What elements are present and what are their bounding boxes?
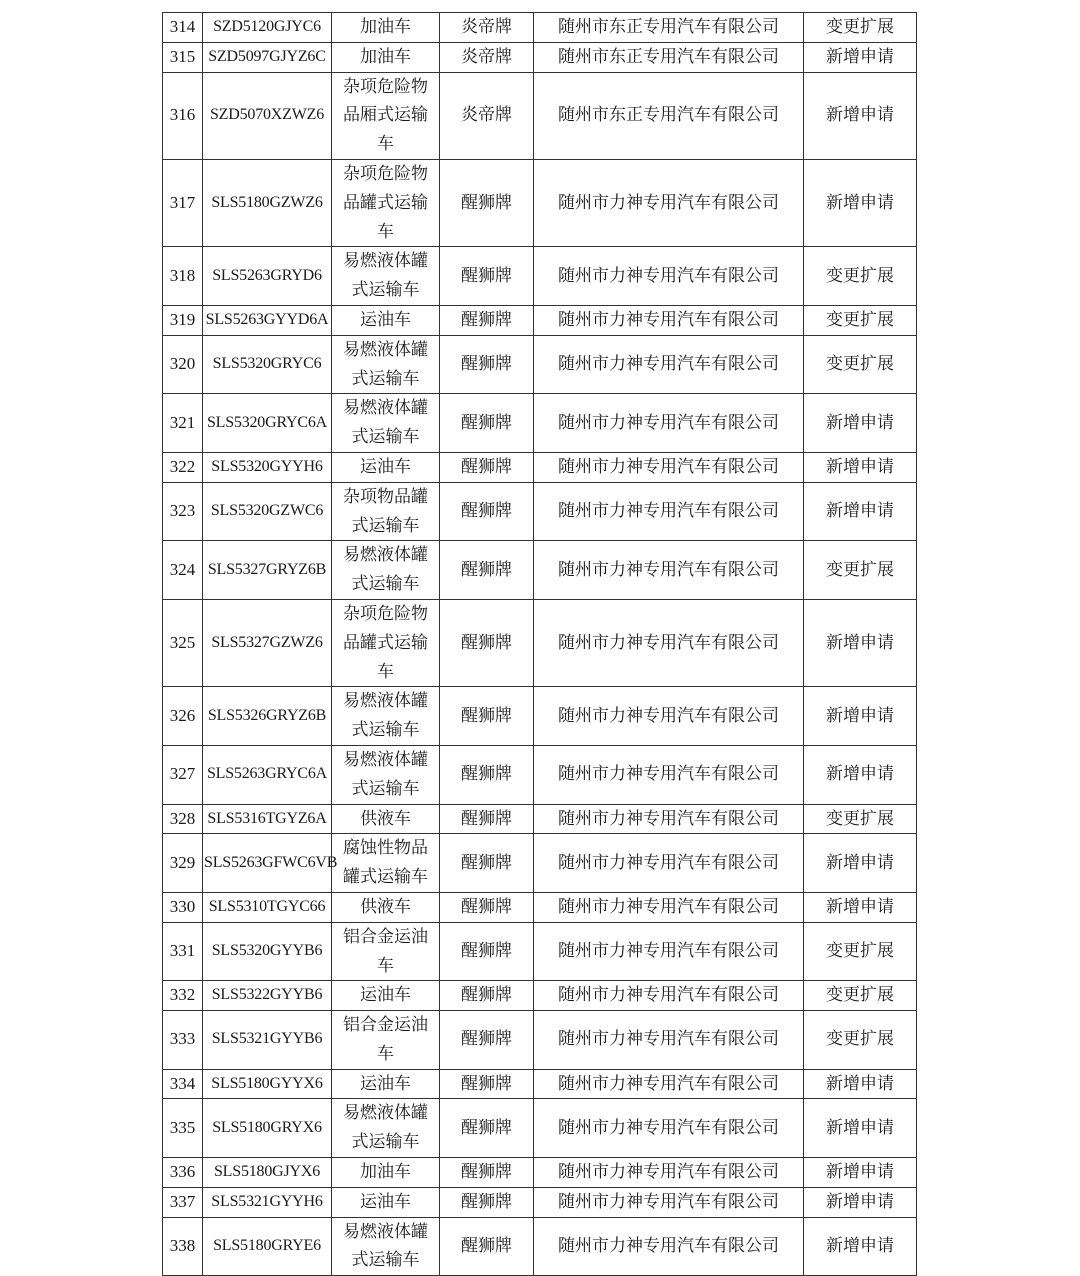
table-row: [163, 1158, 917, 1188]
row-number: 317: [163, 159, 203, 246]
manufacturer: 随州市力神专用汽车有限公司: [534, 1158, 804, 1188]
vehicle-name: 运油车: [332, 1187, 440, 1217]
row-number: 332: [163, 981, 203, 1011]
vehicle-name: 运油车: [332, 305, 440, 335]
brand-name: 醒狮牌: [440, 1158, 534, 1188]
row-number: 318: [163, 247, 203, 306]
vehicle-model: SLS5310TGYC66: [203, 892, 332, 922]
vehicle-model: SLS5321GYYB6: [203, 1011, 332, 1070]
brand-name: 醒狮牌: [440, 1217, 534, 1276]
brand-name: 醒狮牌: [440, 804, 534, 834]
brand-name: 醒狮牌: [440, 892, 534, 922]
brand-name: 醒狮牌: [440, 922, 534, 981]
row-number: 335: [163, 1099, 203, 1158]
vehicle-name: 易燃液体罐式运输车: [332, 1099, 440, 1158]
vehicle-name: 易燃液体罐式运输车: [332, 394, 440, 453]
manufacturer: 随州市力神专用汽车有限公司: [534, 335, 804, 394]
table-row: [163, 804, 917, 834]
vehicle-model: SZD5120GJYC6: [203, 13, 332, 43]
application-type: 新增申请: [804, 72, 917, 159]
table-row: [163, 922, 917, 981]
application-type: 新增申请: [804, 1158, 917, 1188]
application-type: 变更扩展: [804, 13, 917, 43]
manufacturer: 随州市力神专用汽车有限公司: [534, 159, 804, 246]
vehicle-name: 杂项危险物品厢式运输车: [332, 72, 440, 159]
application-type: 新增申请: [804, 482, 917, 541]
vehicle-name: 铝合金运油车: [332, 1011, 440, 1070]
manufacturer: 随州市东正专用汽车有限公司: [534, 72, 804, 159]
table-row: [163, 394, 917, 453]
row-number: 319: [163, 305, 203, 335]
vehicle-model: SLS5316TGYZ6A: [203, 804, 332, 834]
manufacturer: 随州市东正专用汽车有限公司: [534, 13, 804, 43]
table-row: [163, 452, 917, 482]
manufacturer: 随州市力神专用汽车有限公司: [534, 1069, 804, 1099]
vehicle-model: SLS5320GYYB6: [203, 922, 332, 981]
brand-name: 醒狮牌: [440, 1099, 534, 1158]
row-number: 321: [163, 394, 203, 453]
application-type: 新增申请: [804, 452, 917, 482]
vehicle-catalog-table: [162, 12, 917, 1276]
application-type: 新增申请: [804, 834, 917, 893]
table-row: [163, 42, 917, 72]
table-row: [163, 892, 917, 922]
vehicle-model: SLS5321GYYH6: [203, 1187, 332, 1217]
manufacturer: 随州市力神专用汽车有限公司: [534, 599, 804, 686]
application-type: 变更扩展: [804, 247, 917, 306]
vehicle-name: 腐蚀性物品罐式运输车: [332, 834, 440, 893]
vehicle-model: SZD5097GJYZ6C: [203, 42, 332, 72]
brand-name: 醒狮牌: [440, 745, 534, 804]
manufacturer: 随州市力神专用汽车有限公司: [534, 541, 804, 600]
application-type: 新增申请: [804, 394, 917, 453]
table-row: [163, 981, 917, 1011]
vehicle-model: SZD5070XZWZ6: [203, 72, 332, 159]
vehicle-name: 运油车: [332, 981, 440, 1011]
table-row: [163, 335, 917, 394]
vehicle-name: 运油车: [332, 452, 440, 482]
vehicle-name: 易燃液体罐式运输车: [332, 1217, 440, 1276]
vehicle-name: 运油车: [332, 1069, 440, 1099]
brand-name: 醒狮牌: [440, 599, 534, 686]
vehicle-model: SLS5263GRYD6: [203, 247, 332, 306]
vehicle-model: SLS5180GZWZ6: [203, 159, 332, 246]
table-row: [163, 1099, 917, 1158]
row-number: 326: [163, 687, 203, 746]
vehicle-name: 加油车: [332, 42, 440, 72]
manufacturer: 随州市力神专用汽车有限公司: [534, 482, 804, 541]
brand-name: 醒狮牌: [440, 482, 534, 541]
application-type: 变更扩展: [804, 1011, 917, 1070]
brand-name: 醒狮牌: [440, 1011, 534, 1070]
vehicle-name: 加油车: [332, 13, 440, 43]
row-number: 325: [163, 599, 203, 686]
application-type: 新增申请: [804, 159, 917, 246]
application-type: 新增申请: [804, 42, 917, 72]
vehicle-name: 供液车: [332, 892, 440, 922]
vehicle-model: SLS5320GYYH6: [203, 452, 332, 482]
table-row: [163, 1011, 917, 1070]
manufacturer: 随州市力神专用汽车有限公司: [534, 305, 804, 335]
vehicle-model: SLS5327GRYZ6B: [203, 541, 332, 600]
brand-name: 醒狮牌: [440, 335, 534, 394]
table-row: [163, 482, 917, 541]
vehicle-model: SLS5263GRYC6A: [203, 745, 332, 804]
brand-name: 醒狮牌: [440, 394, 534, 453]
brand-name: 醒狮牌: [440, 247, 534, 306]
table-row: [163, 541, 917, 600]
table-row: [163, 687, 917, 746]
vehicle-name: 杂项危险物品罐式运输车: [332, 159, 440, 246]
vehicle-model: SLS5180GRYX6: [203, 1099, 332, 1158]
vehicle-model: SLS5320GZWC6: [203, 482, 332, 541]
row-number: 322: [163, 452, 203, 482]
vehicle-model: SLS5320GRYC6A: [203, 394, 332, 453]
vehicle-name: 易燃液体罐式运输车: [332, 687, 440, 746]
manufacturer: 随州市力神专用汽车有限公司: [534, 1217, 804, 1276]
vehicle-name: 易燃液体罐式运输车: [332, 541, 440, 600]
manufacturer: 随州市力神专用汽车有限公司: [534, 834, 804, 893]
application-type: 变更扩展: [804, 305, 917, 335]
row-number: 315: [163, 42, 203, 72]
vehicle-model: SLS5327GZWZ6: [203, 599, 332, 686]
vehicle-name: 易燃液体罐式运输车: [332, 247, 440, 306]
manufacturer: 随州市力神专用汽车有限公司: [534, 247, 804, 306]
manufacturer: 随州市力神专用汽车有限公司: [534, 745, 804, 804]
application-type: 新增申请: [804, 687, 917, 746]
brand-name: 醒狮牌: [440, 1069, 534, 1099]
application-type: 新增申请: [804, 1217, 917, 1276]
application-type: 变更扩展: [804, 804, 917, 834]
vehicle-model: SLS5326GRYZ6B: [203, 687, 332, 746]
table-row: [163, 834, 917, 893]
vehicle-model: SLS5320GRYC6: [203, 335, 332, 394]
row-number: 329: [163, 834, 203, 893]
brand-name: 炎帝牌: [440, 72, 534, 159]
table-row: [163, 13, 917, 43]
vehicle-name: 杂项危险物品罐式运输车: [332, 599, 440, 686]
brand-name: 炎帝牌: [440, 42, 534, 72]
brand-name: 醒狮牌: [440, 981, 534, 1011]
manufacturer: 随州市力神专用汽车有限公司: [534, 981, 804, 1011]
vehicle-name: 易燃液体罐式运输车: [332, 335, 440, 394]
vehicle-name: 铝合金运油车: [332, 922, 440, 981]
brand-name: 醒狮牌: [440, 541, 534, 600]
manufacturer: 随州市力神专用汽车有限公司: [534, 922, 804, 981]
manufacturer: 随州市力神专用汽车有限公司: [534, 1187, 804, 1217]
row-number: 337: [163, 1187, 203, 1217]
application-type: 变更扩展: [804, 922, 917, 981]
table-row: [163, 247, 917, 306]
row-number: 338: [163, 1217, 203, 1276]
table-row: [163, 305, 917, 335]
row-number: 333: [163, 1011, 203, 1070]
table-row: [163, 72, 917, 159]
brand-name: 炎帝牌: [440, 13, 534, 43]
application-type: 变更扩展: [804, 335, 917, 394]
application-type: 变更扩展: [804, 981, 917, 1011]
table-row: [163, 159, 917, 246]
vehicle-name: 加油车: [332, 1158, 440, 1188]
table-row: [163, 599, 917, 686]
brand-name: 醒狮牌: [440, 687, 534, 746]
brand-name: 醒狮牌: [440, 159, 534, 246]
manufacturer: 随州市力神专用汽车有限公司: [534, 1011, 804, 1070]
vehicle-model: SLS5180GJYX6: [203, 1158, 332, 1188]
application-type: 新增申请: [804, 1099, 917, 1158]
row-number: 330: [163, 892, 203, 922]
row-number: 327: [163, 745, 203, 804]
row-number: 334: [163, 1069, 203, 1099]
row-number: 336: [163, 1158, 203, 1188]
table-row: [163, 1217, 917, 1276]
manufacturer: 随州市力神专用汽车有限公司: [534, 1099, 804, 1158]
row-number: 324: [163, 541, 203, 600]
brand-name: 醒狮牌: [440, 834, 534, 893]
brand-name: 醒狮牌: [440, 1187, 534, 1217]
table-row: [163, 1187, 917, 1217]
row-number: 328: [163, 804, 203, 834]
table-row: [163, 1069, 917, 1099]
row-number: 331: [163, 922, 203, 981]
table-row: [163, 745, 917, 804]
table-body: [163, 13, 917, 1276]
application-type: 新增申请: [804, 1187, 917, 1217]
vehicle-name: 供液车: [332, 804, 440, 834]
manufacturer: 随州市力神专用汽车有限公司: [534, 452, 804, 482]
row-number: 314: [163, 13, 203, 43]
application-type: 新增申请: [804, 745, 917, 804]
application-type: 新增申请: [804, 892, 917, 922]
row-number: 316: [163, 72, 203, 159]
application-type: 新增申请: [804, 1069, 917, 1099]
manufacturer: 随州市力神专用汽车有限公司: [534, 394, 804, 453]
vehicle-model: SLS5322GYYB6: [203, 981, 332, 1011]
manufacturer: 随州市力神专用汽车有限公司: [534, 687, 804, 746]
manufacturer: 随州市力神专用汽车有限公司: [534, 804, 804, 834]
manufacturer: 随州市力神专用汽车有限公司: [534, 892, 804, 922]
vehicle-model: SLS5263GYYD6A: [203, 305, 332, 335]
vehicle-model: SLS5180GRYE6: [203, 1217, 332, 1276]
row-number: 320: [163, 335, 203, 394]
application-type: 变更扩展: [804, 541, 917, 600]
row-number: 323: [163, 482, 203, 541]
application-type: 新增申请: [804, 599, 917, 686]
vehicle-model: SLS5180GYYX6: [203, 1069, 332, 1099]
brand-name: 醒狮牌: [440, 305, 534, 335]
vehicle-model: SLS5263GFWC6VB: [203, 834, 332, 893]
vehicle-name: 易燃液体罐式运输车: [332, 745, 440, 804]
brand-name: 醒狮牌: [440, 452, 534, 482]
vehicle-name: 杂项物品罐式运输车: [332, 482, 440, 541]
manufacturer: 随州市东正专用汽车有限公司: [534, 42, 804, 72]
